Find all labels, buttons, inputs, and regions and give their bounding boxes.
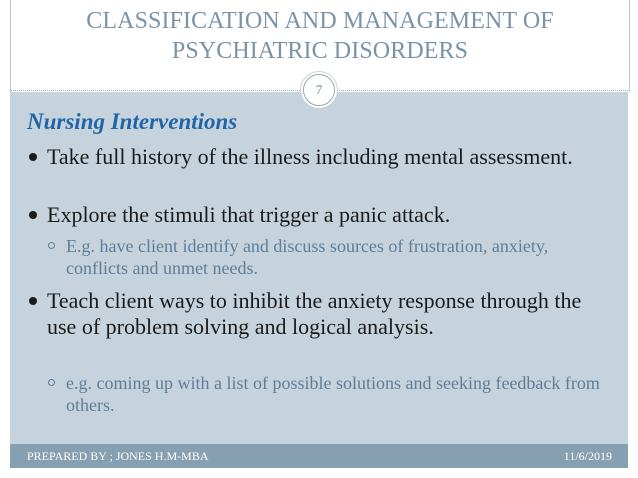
sub-bullet-3-text: e.g. coming up with a list of possible solutions and seeking feedback from others.: [66, 373, 600, 415]
title-line-1: CLASSIFICATION AND MANAGEMENT OF: [86, 8, 554, 34]
footer-author: PREPARED BY ; JONES H.M-MBA: [27, 449, 209, 463]
content-area: [10, 92, 628, 444]
bullet-dot-icon: [29, 211, 37, 219]
footer-date: 11/6/2019: [563, 449, 612, 463]
sub-bullet-ring-icon: [48, 379, 55, 386]
page-number: 7: [315, 82, 323, 97]
title-line-2: PSYCHIATRIC DISORDERS: [171, 38, 469, 64]
sub-bullet-2-text: E.g. have client identify and discuss sources of frustration, anxiety, conflicts and unmet needs.: [66, 236, 549, 278]
sub-bullet-3: [47, 372, 607, 416]
sub-bullet-ring-icon: [48, 242, 55, 249]
bullet-3: [27, 288, 607, 340]
slide-title: [11, 6, 629, 66]
bullet-dot-icon: [29, 297, 37, 305]
footer-bar: [10, 444, 628, 468]
section-heading: Nursing Interventions: [27, 109, 238, 134]
bullet-3-text: Teach client ways to inhibit the anxiety response through the use of problem solving and logical analysis.: [47, 288, 582, 339]
bullet-1: [27, 144, 607, 170]
sub-bullet-2: [47, 235, 607, 279]
bullet-1-text: Take full history of the illness including mental assessment.: [47, 144, 573, 169]
bullet-dot-icon: [29, 153, 37, 161]
bullet-2-text: Explore the stimuli that trigger a panic attack.: [47, 202, 451, 227]
page-number-badge: [303, 74, 335, 106]
bullet-2: [27, 202, 607, 228]
